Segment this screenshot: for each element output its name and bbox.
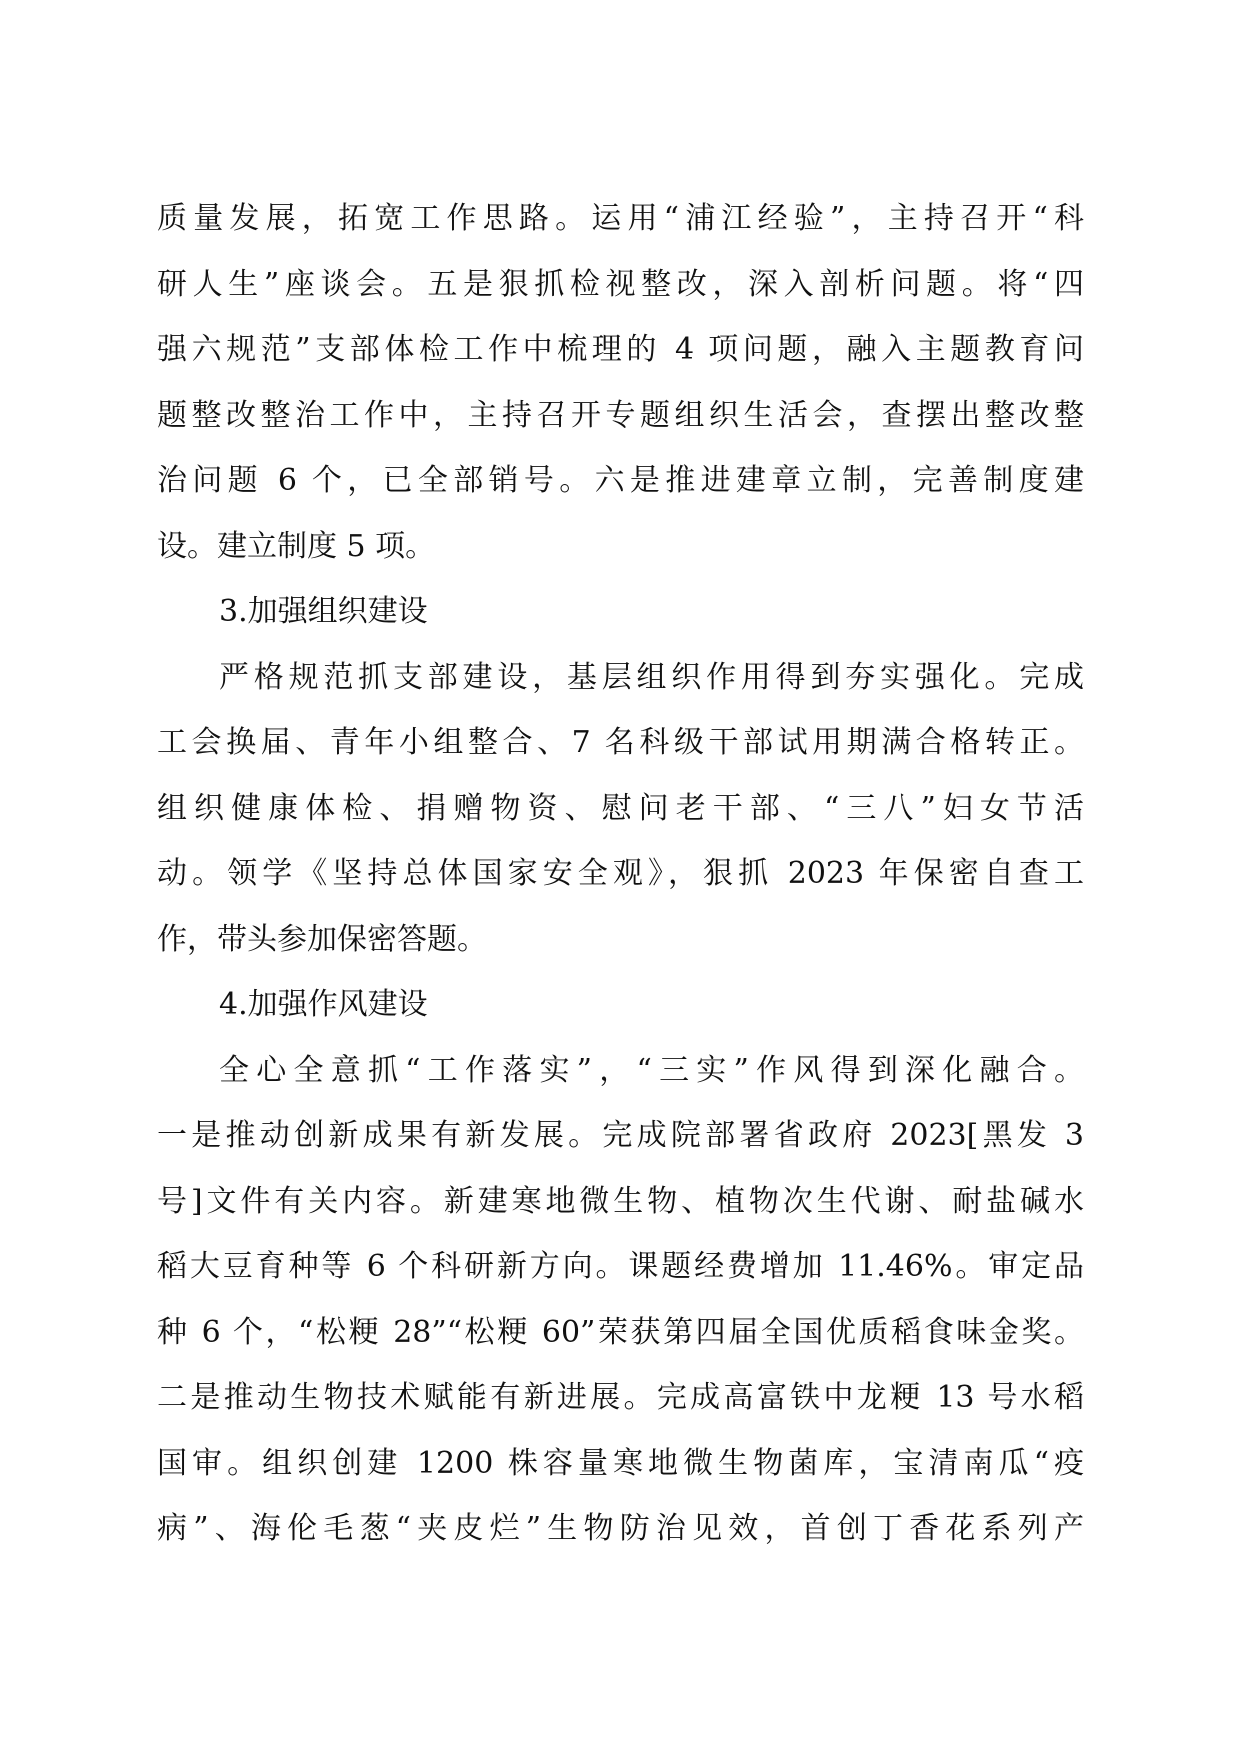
text-line: 二是推动生物技术赋能有新进展。完成高富铁中龙粳 13 号水稻 [157, 1380, 1084, 1415]
text-line: 全心全意抓“工作落实”，“三实”作风得到深化融合。 [219, 1052, 1084, 1088]
paragraph-work-style [157, 1038, 1084, 1562]
text-line: 一是推动创新成果有新发展。完成院部署省政府 2023[黑发 3 [157, 1118, 1084, 1153]
section-heading-work-style: 4.加强作风建设 [219, 987, 428, 1022]
text-line: 设。建立制度 5 项。 [157, 528, 436, 564]
text-line: 国审。组织创建 1200 株容量寒地微生物菌库，宝清南瓜“疫 [157, 1445, 1084, 1481]
text-line: 动。领学《坚持总体国家安全观》，狠抓 2023 年保密自查工 [157, 856, 1084, 891]
text-line: 号]文件有关内容。新建寒地微生物、植物次生代谢、耐盐碱水 [157, 1183, 1084, 1219]
text-line: 题整改整治工作中，主持召开专题组织生活会，查摆出整改整 [157, 397, 1084, 433]
text-line: 组织健康体检、捐赠物资、慰问老干部、“三八”妇女节活 [157, 790, 1084, 826]
text-line: 种 6 个，“松粳 28”“松粳 60”荣获第四届全国优质稻食味金奖。 [157, 1314, 1084, 1350]
document-page [157, 186, 1084, 1562]
text-line: 强六规范”支部体检工作中梳理的 4 项问题，融入主题教育问 [157, 332, 1084, 367]
text-line: 工会换届、青年小组整合、7 名科级干部试用期满合格转正。 [157, 725, 1084, 760]
paragraph-organization [157, 645, 1084, 973]
section-heading-organization: 3.加强组织建设 [219, 594, 428, 629]
text-line: 稻大豆育种等 6 个科研新方向。课题经费增加 11.46%。审定品 [157, 1249, 1084, 1284]
text-line: 治问题 6 个，已全部销号。六是推进建章立制，完善制度建 [157, 463, 1084, 498]
text-line: 病”、海伦毛葱“夹皮烂”生物防治见效，首创丁香花系列产 [157, 1511, 1084, 1546]
text-line: 质量发展，拓宽工作思路。运用“浦江经验”，主持召开“科 [157, 201, 1084, 236]
text-line: 研人生”座谈会。五是狠抓检视整改，深入剖析问题。将“四 [157, 266, 1084, 302]
text-line: 作，带头参加保密答题。 [157, 921, 487, 957]
text-line: 严格规范抓支部建设，基层组织作用得到夯实强化。完成 [219, 659, 1084, 695]
paragraph-continuation [157, 186, 1084, 579]
